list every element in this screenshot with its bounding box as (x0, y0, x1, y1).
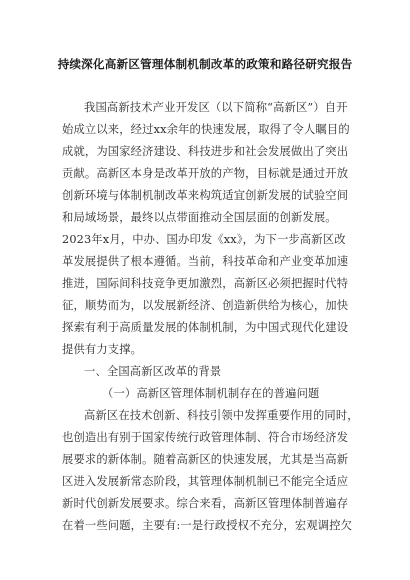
paragraph-line: 我国高新技术产业开发区（以下简称“高新区”）自开 (84, 101, 348, 114)
paragraph-line: 探索有利于高质量发展的体制机制，为中国式现代化建设 (62, 321, 349, 334)
paragraph-line: 提供有力支撑。 (62, 343, 143, 356)
paragraph-line: 成就，为国家经济建设、科技进步和社会发展做出了突出 (62, 145, 349, 158)
document-title: 持续深化高新区管理体制机制改革的政策和路径研究报告 (57, 57, 353, 71)
section-heading: 一、全国高新区改革的背景 (84, 365, 222, 378)
paragraph-line: 贡献。高新区本身是改革开放的产物，目标就是通过开放 (62, 167, 349, 180)
paragraph-line: 在着一些问题，主要有:一是行政授权不充分，宏观调控欠 (62, 519, 353, 532)
paragraph-line: 推进，国际间科技竞争更加激烈，高新区必须把握时代特 (62, 277, 349, 290)
paragraph-line: 始成立以来，经过xx余年的快速发展，取得了令人瞩目的 (62, 123, 350, 136)
subsection-heading: （一）高新区管理体制机制存在的普遍问题 (102, 387, 320, 400)
paragraph-line: 创新环境与体制机制改革来构筑适宜创新发展的试验空间 (62, 189, 349, 202)
paragraph-line: 也创造出有别于国家传统行政管理体制、符合市场经济发 (62, 431, 349, 444)
paragraph-line: 新时代创新发展要求。综合来看，高新区管理体制普遍存 (62, 497, 349, 510)
paragraph-line: 展要求的新体制。随着高新区的快速发展，尤其是当高新 (62, 453, 349, 466)
paragraph-line: 征，顺势而为，以发展新经济、创造新供给为核心，加快 (62, 299, 349, 312)
paragraph-line: 革发展提供了根本遵循。当前，科技革命和产业变革加速 (62, 255, 349, 268)
paragraph-line: 2023年x月，中办、国办印发《xx》，为下一步高新区改 (62, 233, 346, 246)
paragraph-line: 高新区在技术创新、科技引领中发挥重要作用的同时， (84, 409, 359, 422)
paragraph-line: 和局域场景，最终以点带面推动全国层面的创新发展。 (62, 211, 337, 224)
paragraph-line: 区进入发展新常态阶段，其管理体制机制已不能完全适应 (62, 475, 349, 488)
